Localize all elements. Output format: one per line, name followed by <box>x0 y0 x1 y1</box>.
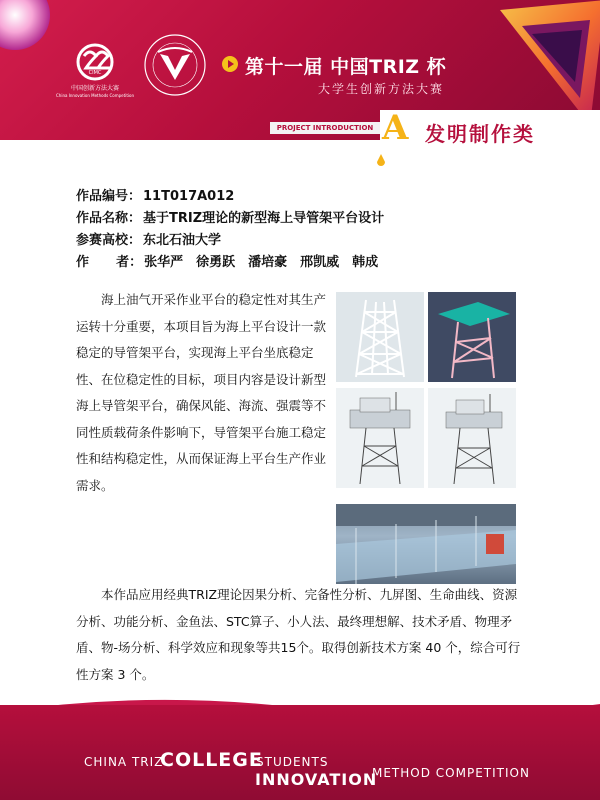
project-id-label: 作品编号： <box>76 189 142 204</box>
project-id-value: 11T017A012 <box>143 189 235 204</box>
school-label: 参赛高校： <box>76 233 142 248</box>
footer-text-china-triz: CHINA TRIZ <box>84 755 164 769</box>
authors-value: 张华严 徐勇跃 潘培豪 邢凯威 韩成 <box>144 255 379 270</box>
triz-cup-logo-icon <box>140 30 210 100</box>
svg-text:CIMC: CIMC <box>88 70 102 76</box>
category-name: 发明制作类 <box>425 122 535 146</box>
authors-row <box>76 252 384 274</box>
school-row <box>76 230 384 252</box>
authors-label: 作 者： <box>76 255 143 270</box>
footer-text-college: COLLEGE <box>160 749 263 771</box>
project-intro-strip: PROJECT INTRODUCTION <box>270 122 380 134</box>
project-id-row <box>76 186 384 208</box>
event-subtitle: 大学生创新方法大赛 <box>318 82 445 96</box>
decorative-glow <box>0 0 50 50</box>
description-paragraph-1: 海上油气开采作业平台的稳定性对其生产运转十分重要，本项目旨为海上平台设计一款稳定的导管架平台，实现海上平台坐底稳定性、在位稳定性的目标，项目内容是设计新型海上导管架平台，确保风能、海流、强震等不同性质载荷条件影响下，导管架平台施工稳定性和结构稳定性，从而保证海上平台生产作业需求。 <box>76 292 327 493</box>
project-name-label: 作品名称： <box>76 211 142 226</box>
jacket-frame-image <box>336 292 424 382</box>
logo1-caption-en: China Innovation Methods Competition <box>56 93 134 98</box>
project-name-value: 基于TRIZ理论的新型海上导管架平台设计 <box>143 211 385 226</box>
logo1-caption: 中国创新方法大赛 <box>70 85 119 92</box>
test-tank-photo <box>336 504 516 584</box>
footer-text-innovation: INNOVATION <box>255 770 378 789</box>
project-name-row <box>76 208 384 230</box>
event-title: 第十一届 中国TRIZ 杯 <box>245 56 447 78</box>
jacket-deck-model-image <box>428 292 516 382</box>
footer-text-students: STUDENTS <box>256 755 329 769</box>
project-info <box>76 186 384 274</box>
play-icon <box>222 56 238 72</box>
platform-model-image-2 <box>428 388 516 488</box>
drop-icon <box>376 154 386 168</box>
platform-model-image-1 <box>336 388 424 488</box>
cimc-logo <box>56 40 134 110</box>
description-paragraph-2: 本作品应用经典TRIZ理论因果分析、完备性分析、九屏图、生命曲线、资源分析、功能分析、金鱼法、STC算子、小人法、最终理想解、技术矛盾、物理矛盾、物-场分析、科学效应和现象等共15个。取得创新技术方案 40 个，综合可行性方案 3 个。 <box>76 587 521 682</box>
cimc-logo-icon <box>60 40 130 84</box>
category-letter: A <box>382 108 409 148</box>
school-value: 东北石油大学 <box>143 233 222 248</box>
footer-text-method-competition: METHOD COMPETITION <box>372 766 530 780</box>
